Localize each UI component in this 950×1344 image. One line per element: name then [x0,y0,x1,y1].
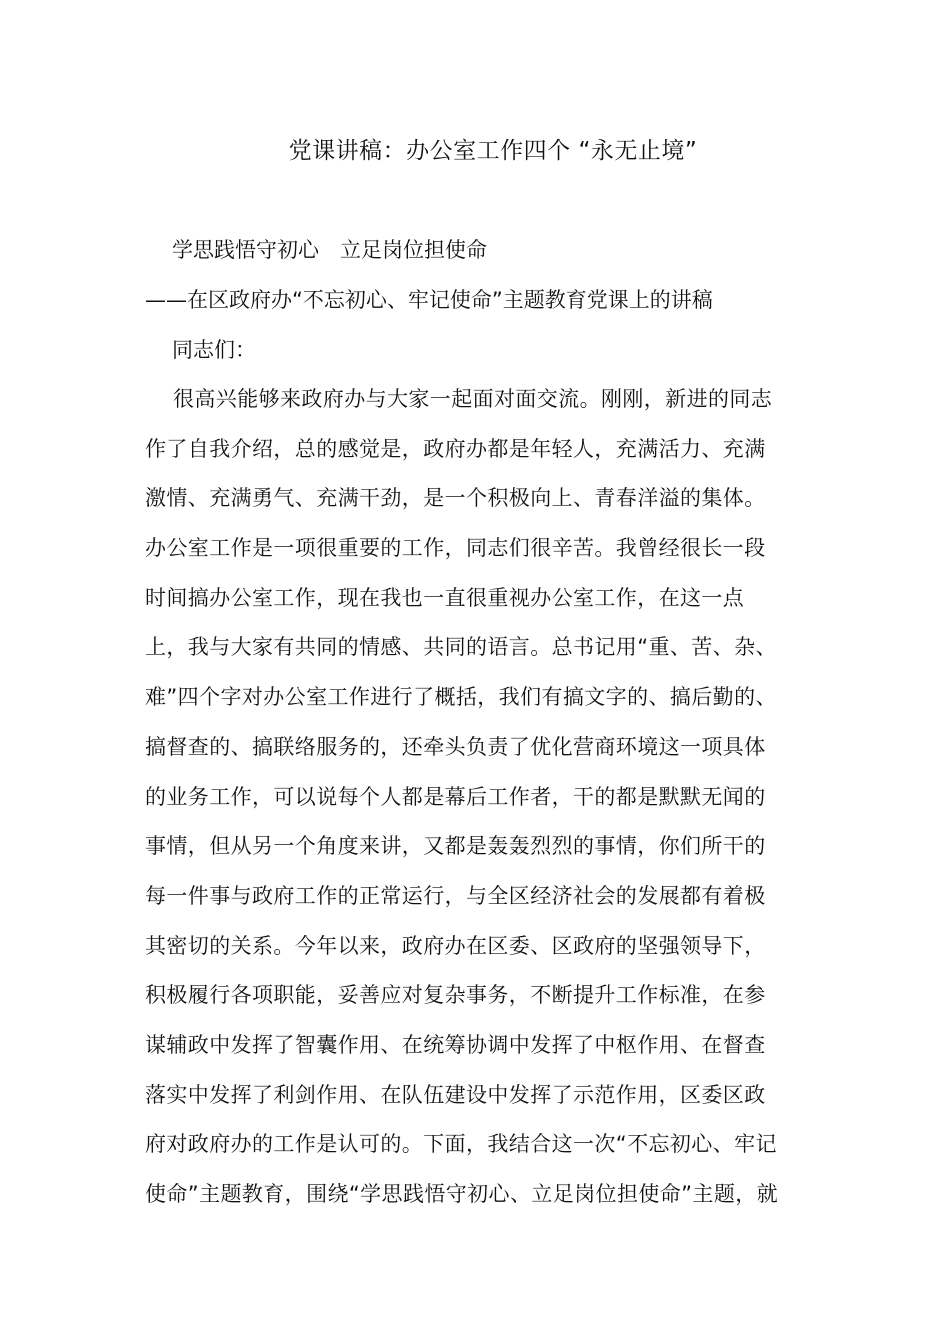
body-line: 积极履行各项职能，妥善应对复杂事务，不断提升工作标准，在参 [145,983,766,1008]
body-line: 落实中发挥了利剑作用、在队伍建设中发挥了示范作用，区委区政 [145,1082,766,1107]
body-line: 每一件事与政府工作的正常运行，与全区经济社会的发展都有着极 [145,883,766,908]
body-line: 府对政府办的工作是认可的。下面，我结合这一次“不忘初心、牢记 [145,1132,777,1157]
body-line: 使命”主题教育，围绕“学思践悟守初心、立足岗位担使命”主题，就 [145,1182,779,1206]
body-line: 很高兴能够来政府办与大家一起面对面交流。刚刚，新进的同志 [173,387,773,411]
document-title: 党课讲稿：办公室工作四个 “永无止境” [288,138,698,164]
body-line: 激情、充满勇气、充满干劲，是一个积极向上、青春洋溢的集体。 [145,486,766,511]
greeting: 同志们： [172,338,256,362]
body-line: 的业务工作，可以说每个人都是幕后工作者，干的都是默默无闻的 [145,784,766,809]
body-line: 办公室工作是一项很重要的工作，同志们很辛苦。我曾经很长一段 [145,536,766,561]
body-line: 事情，但从另一个角度来讲，又都是轰轰烈烈的事情，你们所干的 [145,834,766,859]
body-paragraph [145,383,807,1228]
body-line: 上，我与大家有共同的情感、共同的语言。总书记用“重、苦、杂、 [145,635,777,660]
body-line: 谋辅政中发挥了智囊作用、在统筹协调中发挥了中枢作用、在督查 [145,1032,766,1057]
body-line: 其密切的关系。今年以来，政府办在区委、区政府的坚强领导下， [145,933,766,958]
body-line: 时间搞办公室工作，现在我也一直很重视办公室工作，在这一点 [145,585,745,610]
body-line: 搞督查的、搞联络服务的，还牵头负责了优化营商环境这一项具体 [145,734,766,759]
body-line: 作了自我介绍，总的感觉是，政府办都是年轻人，充满活力、充满 [145,436,766,461]
body-line: 难”四个字对办公室工作进行了概括，我们有搞文字的、搞后勤的、 [145,685,777,710]
speech-occasion-line: ——在区政府办“不忘初心、牢记使命”主题教育党课上的讲稿 [145,288,713,312]
document-subtitle: 学思践悟守初心 立足岗位担使命 [172,238,487,262]
